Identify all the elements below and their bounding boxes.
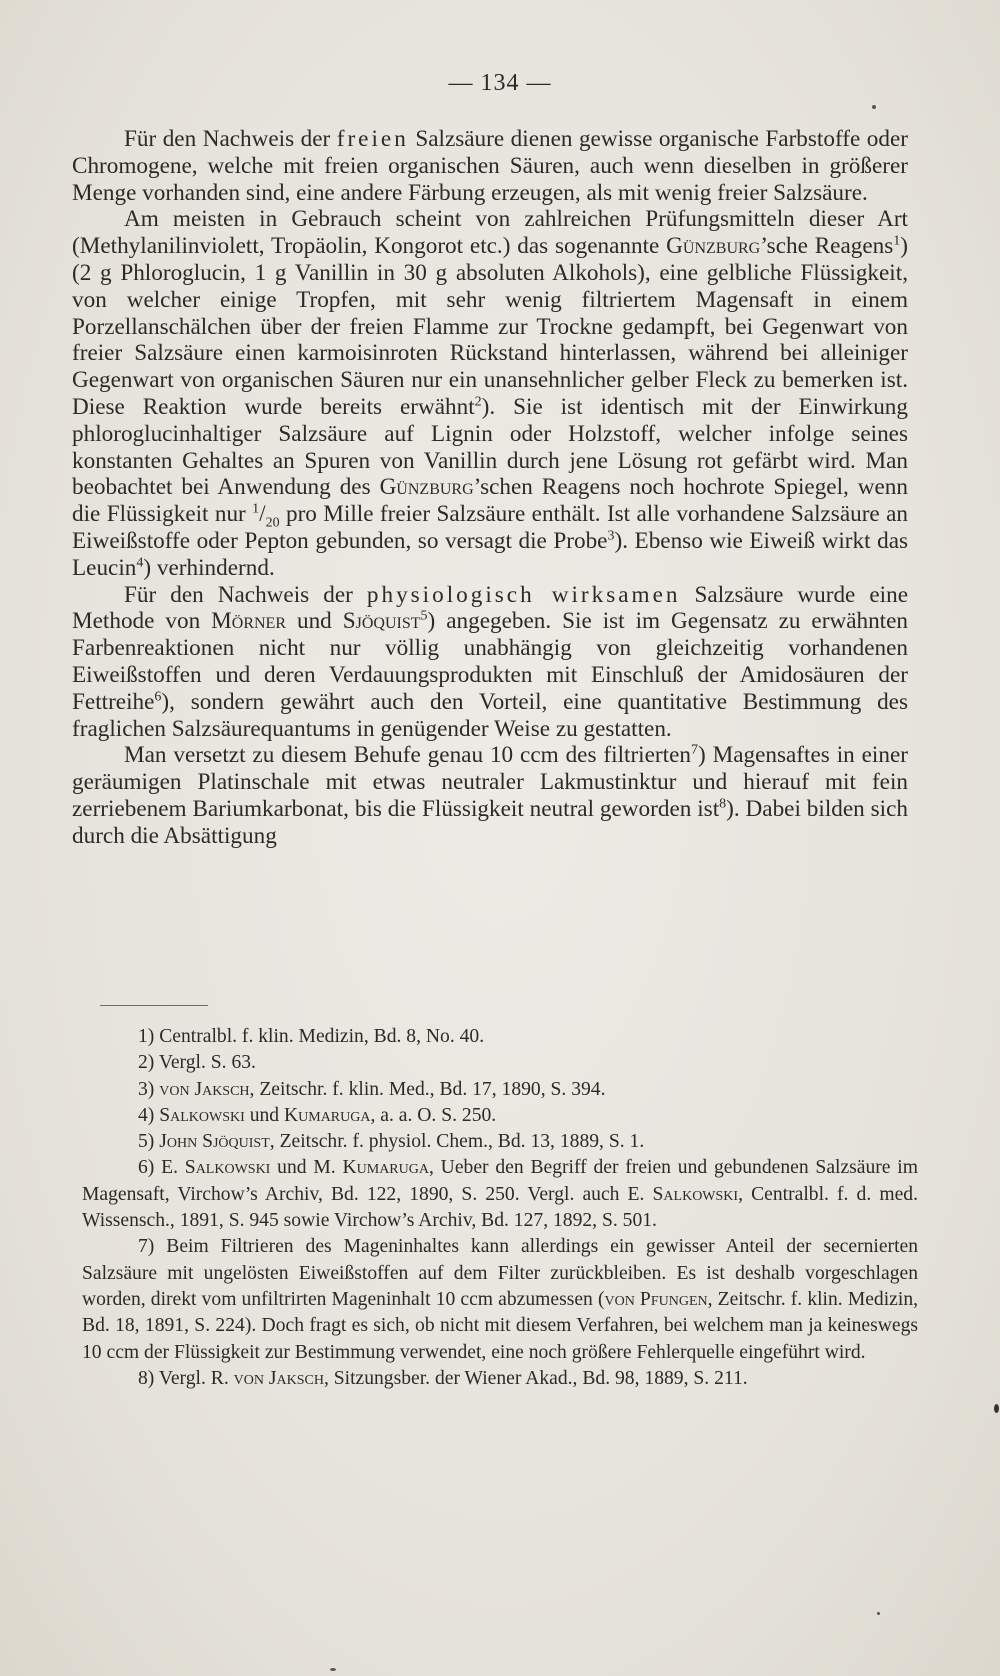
paper-speck — [994, 1404, 999, 1413]
footnote-marker: 1 — [893, 233, 901, 249]
text-run: , Zeitschr. f. klin. Medizin, Bd. 18, 1891, S. 224). Doch fragt es sich, ob nicht mit diesem Verfahren, bei welchem man ja keineswegs 10 ccm der Flüssigkeit zur Bestimmung verwendet, eine noch größere Fehlerquelle eingeführt wird. — [82, 1288, 919, 1363]
text-run: und M. — [270, 1157, 343, 1179]
page-number: — 134 — — [448, 70, 552, 96]
author-name: von Jaksch — [159, 1078, 250, 1100]
fraction-denominator: 20 — [265, 515, 280, 531]
author-name: Kumaruga — [342, 1157, 429, 1179]
text-run: Für den Nachweis der — [124, 581, 367, 608]
paragraph-3 — [72, 582, 908, 743]
paper-speck — [330, 1668, 336, 1671]
text-run: pro Mille freier Salzsäure enthält. Ist alle vorhandene Salzsäure an Eiweißstoffe oder Pepton gebunden, so versagt die Probe — [72, 501, 908, 554]
text-run: und — [286, 608, 343, 635]
text-run: Man versetzt zu diesem Behufe genau 10 ccm des filtrierten — [124, 742, 691, 769]
text-run: und — [244, 1104, 284, 1126]
text-run: , Ueber den Begriff der freien und gebundenen Salzsäure im Magensaft, Virchow’s Archiv, Bd. 122, 1890, S. 250. Vergl. auch E. — [82, 1157, 918, 1205]
footnote-marker: 3 — [607, 528, 615, 544]
emphasized-text: freien — [336, 126, 409, 152]
footnote-8 — [82, 1366, 918, 1392]
author-name: Mörner — [211, 608, 287, 635]
footnote-marker: 8 — [719, 796, 727, 812]
text-run: Für den Nachweis der — [124, 126, 337, 152]
text-run: ’sche Reagens — [760, 233, 894, 260]
author-name: Günzburg — [666, 233, 761, 260]
text-run: 3) — [138, 1078, 160, 1100]
author-name: Salkowski — [652, 1183, 739, 1205]
text-run: ). Sie ist identisch mit der Einwirkung phloroglucinhaltiger Salzsäure auf Lignin oder Holzstoff, welcher infolge seines konstanten Gehaltes an Spuren von Vanillin durch jene Lösung rot gefärbt wird. Man beobachtet bei Anwendung des — [72, 393, 908, 501]
text-run: 4) — [138, 1104, 160, 1126]
footnote-1: 1) Centralbl. f. klin. Medizin, Bd. 8, No. 40. — [138, 1026, 485, 1047]
author-name: Salkowski — [159, 1104, 245, 1126]
text-run: 8) Vergl. R. — [138, 1367, 234, 1389]
footnote-marker: 5 — [420, 608, 428, 624]
text-run: Salzsäure wurde eine Methode von — [72, 581, 908, 635]
fraction-slash: / — [259, 501, 266, 528]
text-run: ) Magensaftes in einer geräumigen Platinschale mit etwas neutraler Lakmustinktur und hierauf mit fein zerriebenem Bariumkarbonat, bis die Flüssigkeit neutral geworden ist — [72, 742, 908, 822]
paper-speck — [877, 1612, 880, 1615]
footnote-4 — [82, 1103, 918, 1129]
text-run: ) verhindernd. — [143, 554, 275, 581]
text-run: , Zeitschr. f. physiol. Chem., Bd. 13, 1889, S. 1. — [269, 1131, 645, 1153]
footnote-marker: 7 — [690, 742, 698, 758]
author-name: John Sjöquist — [159, 1131, 270, 1153]
author-name: Sjöquist — [342, 608, 421, 635]
text-run: Salzsäure dienen gewisse organische Farbstoffe oder Chromogene, welche mit freien organischen Säuren, auch wenn dieselben in größerer Menge vorhanden sind, eine andere Färbung erzeugen, als mit wenig freier Salzsäure. — [72, 126, 908, 206]
footnote-3 — [82, 1077, 918, 1103]
fraction-numerator: 1 — [252, 501, 260, 517]
text-run: ). Dabei bilden sich durch die Absättigung — [72, 795, 908, 849]
footnote-marker: 6 — [154, 689, 162, 704]
text-run: , a. a. O. S. 250. — [370, 1104, 497, 1126]
footnote-2: 2) Vergl. S. 63. — [138, 1052, 256, 1074]
text-run: 6) E. — [138, 1157, 185, 1179]
footnote-5 — [82, 1129, 918, 1155]
author-name: Kumaruga — [283, 1104, 371, 1126]
paragraph-1 — [72, 126, 908, 206]
footnote-marker: 2 — [474, 394, 482, 410]
paragraph-2 — [72, 206, 908, 581]
author-name: Günzburg — [379, 474, 474, 501]
paper-speck — [872, 105, 876, 109]
footnote-7 — [82, 1234, 918, 1365]
text-run: 7) Beim Filtrieren des Mageninhaltes kann allerdings ein gewisser Anteil der secernierten Salzsäure mit ungelösten Eiweißstoffen auf dem Filter zurückbleiben. Es ist deshalb vorgeschlagen worden, direkt vom unfiltrirten Mageninhalt 10 ccm abzumessen ( — [82, 1236, 918, 1310]
text-run: , Zeitschr. f. klin. Med., Bd. 17, 1890, S. 394. — [249, 1078, 606, 1100]
text-run: , Sitzungsber. der Wiener Akad., Bd. 98, 1889, S. 211. — [323, 1367, 748, 1389]
author-name: von Pfungen — [604, 1288, 708, 1310]
text-run: ) (2 g Phloroglucin, 1 g Vanillin in 30 g absoluten Alkohols), eine gelbliche Flüssigkeit, von welcher einige Tropfen, mit sehr wenig filtriertem Magensaft in einem Porzellanschälchen über der freien Flamme zur Trockne gedampft, bei Gegenwart von freier Salzsäure einen karmoisinroten Rückstand hinterlassen, während bei alleiniger Gegenwart von organischen Säuren nur ein unansehnlicher gelber Fleck zu bemerken ist. Diese Reaktion wurde bereits erwähnt — [72, 233, 908, 420]
main-text — [72, 126, 908, 850]
footnote-divider — [100, 1005, 208, 1006]
text-run: ’schen Reagens noch hochrote Spiegel, wenn die Flüssigkeit nur — [72, 474, 908, 528]
footnote-marker: 4 — [136, 555, 144, 571]
text-run: Am meisten in Gebrauch scheint von zahlreichen Prüfungsmitteln dieser Art (Methylanilinviolett, Tropäolin, Kongorot etc.) das sogenannte — [72, 206, 908, 260]
paragraph-4 — [72, 742, 908, 849]
author-name: von Jaksch — [233, 1367, 324, 1389]
text-run: ) angegeben. Sie ist im Gegensatz zu erwähnten Farbenreaktionen nicht nur völlig unabhängig von gleichzeitig vorhandenen Eiweißstoffen und deren Verdauungsprodukten mit Einschluß der Amidosäuren der Fettreihe — [72, 608, 908, 715]
author-name: Salkowski — [184, 1157, 271, 1179]
text-run: ). Ebenso wie Eiweiß wirkt das Leucin — [72, 527, 909, 581]
emphasized-text: physiologisch wirksamen — [366, 581, 681, 608]
footnote-6 — [82, 1155, 918, 1234]
text-run: ), sondern gewährt auch den Vorteil, eine quantitative Bestimmung des fraglichen Salzsäurequantums in genügender Weise zu gestatten. — [72, 688, 908, 742]
text-run: , Centralbl. f. d. med. Wissensch., 1891, S. 945 sowie Virchow’s Archiv, Bd. 127, 1892, S. 501. — [82, 1183, 918, 1232]
footnotes — [82, 1024, 918, 1392]
text-run: 5) — [138, 1131, 160, 1153]
